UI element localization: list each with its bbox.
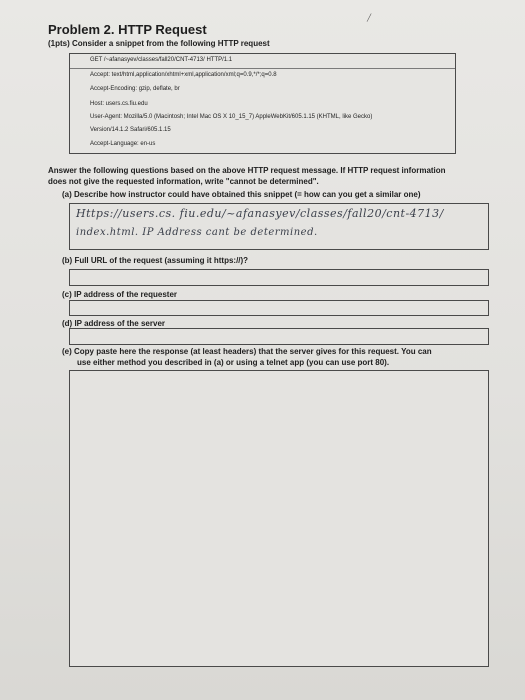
answer-e-box[interactable] [69, 370, 489, 667]
question-e-line-1: (e) Copy paste here the response (at least headers) that the server gives for this request. You can [62, 347, 432, 356]
http-line-accept: Accept: text/html,application/xhtml+xml,application/xml;q=0.9,*/*;q=0.8 [90, 72, 277, 78]
http-line-user-agent: User-Agent: Mozilla/5.0 (Macintosh; Intel Mac OS X 10_15_7) AppleWebKit/605.1.15 (KHTML, like Gecko) [90, 114, 373, 120]
question-c: (c) IP address of the requester [62, 290, 177, 299]
http-line-accept-encoding: Accept-Encoding: gzip, deflate, br [90, 86, 180, 92]
http-request-box [69, 53, 456, 154]
pen-mark: ╱ [367, 15, 372, 22]
instructions-line-1: Answer the following questions based on the above HTTP request message. If HTTP request information [48, 166, 446, 175]
instructions-line-2: does not give the requested information, write "cannot be determined". [48, 177, 319, 186]
http-line-accept-language: Accept-Language: en-us [90, 141, 156, 147]
http-separator [70, 68, 455, 69]
question-d: (d) IP address of the server [62, 319, 165, 328]
answer-b-box[interactable] [69, 269, 489, 286]
question-b: (b) Full URL of the request (assuming it https://)? [62, 256, 249, 265]
problem-subtitle: (1pts) Consider a snippet from the following HTTP request [48, 39, 270, 48]
handwritten-answer-line-2: index.html. IP Address cant be determined. [76, 227, 318, 238]
problem-title: Problem 2. HTTP Request [48, 22, 207, 37]
http-line-version: Version/14.1.2 Safari/605.1.15 [90, 127, 171, 133]
http-line-host: Host: users.cs.fiu.edu [90, 101, 148, 107]
answer-a-box[interactable] [69, 203, 489, 250]
answer-c-box[interactable] [69, 300, 489, 316]
handwritten-answer-line-1: Https://users.cs. fiu.edu/~afanasyev/classes/fall20/cnt-4713/ [76, 207, 444, 220]
question-e-line-2: use either method you described in (a) or using a telnet app (you can use port 80). [77, 358, 390, 367]
http-line-request: GET /~afanasyev/classes/fall20/CNT-4713/ HTTP/1.1 [90, 57, 233, 63]
question-a: (a) Describe how instructor could have obtained this snippet (= how can you get a similar one) [62, 190, 421, 199]
answer-d-box[interactable] [69, 328, 489, 345]
